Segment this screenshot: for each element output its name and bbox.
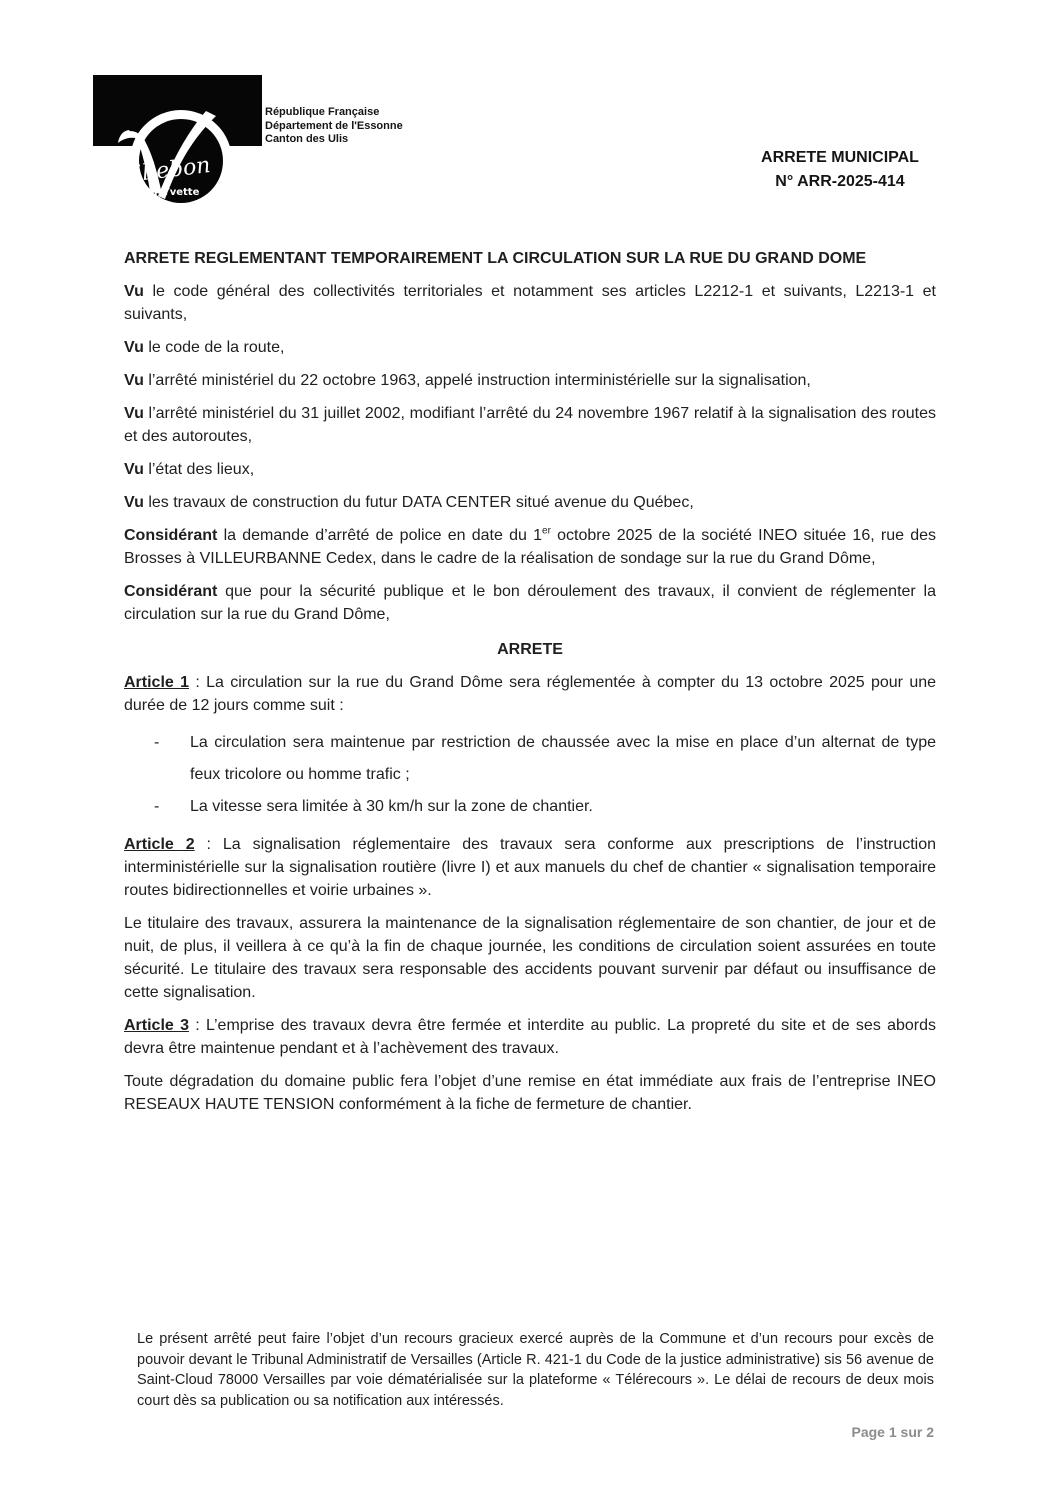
region-block [265, 106, 403, 147]
bullet-dash-icon: - [154, 734, 160, 751]
recital-2-text: le code de la route, [148, 339, 285, 356]
article-2-colon: : [194, 836, 211, 853]
article-1-colon: : [189, 674, 200, 691]
article-1-label: Article 1 [124, 674, 190, 691]
article-3-text: L’emprise des travaux devra être fermée et interdite au public. La propreté du site et de ses abords devra être maintenue pendant et à l’achèvement des travaux. [124, 1017, 937, 1057]
considerant-1-lead: Considérant [124, 527, 218, 544]
decree-title: ARRETE MUNICIPAL [761, 149, 919, 166]
list-item-1 [154, 727, 936, 791]
article-3-colon: : [188, 1017, 200, 1034]
considerant-2 [124, 580, 936, 626]
page-number: Page 1 sur 2 [851, 1424, 934, 1440]
recital-6-text: les travaux de construction du futur DATA CENTER situé avenue du Québec, [148, 494, 694, 511]
villebon-logo [93, 75, 262, 217]
document-heading: ARRETE REGLEMENTANT TEMPORAIREMENT LA CIRCULATION SUR LA RUE DU GRAND DOME [124, 250, 867, 267]
article-2-text: La signalisation réglementaire des travaux sera conforme aux prescriptions de l’instruction interministérielle sur la signalisation routière (livre I) et aux manuels du chef de chantier « signalisation temporaire routes bidirectionnelles et voirie urbaines ». [124, 836, 937, 899]
recital-6-lead: Vu [124, 494, 144, 511]
considerant-1 [124, 524, 936, 570]
arrete-heading: ARRETE [497, 641, 563, 658]
recital-3 [124, 369, 936, 392]
recital-1-lead: Vu [124, 283, 144, 300]
article-3-label: Article 3 [124, 1017, 189, 1034]
recital-4-lead: Vu [124, 405, 144, 422]
recital-3-lead: Vu [124, 372, 144, 389]
recital-1 [124, 280, 936, 326]
logo-sub-text: sur Yvette [141, 187, 200, 198]
bullet-list [154, 727, 936, 823]
considerant-1-superscript: er [542, 525, 551, 537]
region-line-republique: République Française [265, 106, 380, 118]
recital-1-text: le code général des collectivités territoriales et notamment ses articles L2212-1 et suivants, L2213-1 et suivants, [124, 283, 936, 323]
recital-6 [124, 491, 936, 514]
document-body [124, 247, 936, 1126]
paragraph-degradation: Toute dégradation du domaine public fera l’objet d’une remise en état immédiate aux frais de l’entreprise INEO RESEAUX HAUTE TENSION conformément à la fiche de fermeture de chantier. [124, 1073, 936, 1113]
article-1 [124, 671, 936, 717]
list-item-2 [154, 791, 936, 823]
decree-header [690, 146, 990, 194]
recital-4 [124, 402, 936, 448]
list-item-2-text: La vitesse sera limitée à 30 km/h sur la zone de chantier. [190, 798, 593, 815]
paragraph-titulaire: Le titulaire des travaux, assurera la maintenance de la signalisation réglementaire de son chantier, de jour et de nuit, de plus, il veillera à ce qu’à la fin de chaque journée, les conditions de circulation soient assurées en toute sécurité. Le titulaire des travaux sera responsable des accidents pouvant survenir par défaut ou insuffisance de cette signalisation. [124, 915, 936, 1001]
considerant-2-lead: Considérant [124, 583, 218, 600]
article-3 [124, 1014, 936, 1060]
recital-5 [124, 458, 936, 481]
legal-notice: Le présent arrêté peut faire l’objet d’un recours gracieux exercé auprès de la Commune et d’un recours pour excès de pouvoir devant le Tribunal Administratif de Versailles (Article R. 421-1 du Code de la justice administrative) sis 56 avenue de Saint-Cloud 78000 Versailles par voie dématérialisée sur la plateforme « Télérecours ». Le délai de recours de deux mois court dès sa publication ou sa notification aux intéressés. [137, 1331, 934, 1409]
region-line-departement: Département de l'Essonne [265, 119, 403, 132]
recital-2 [124, 336, 936, 359]
recital-3-text: l’arrêté ministériel du 22 octobre 1963, appelé instruction interministérielle sur la signalisation, [148, 372, 811, 389]
recital-5-text: l’état des lieux, [148, 461, 255, 478]
article-2 [124, 833, 936, 902]
region-line-canton: Canton des Ulis [265, 133, 349, 145]
article-2-label: Article 2 [124, 836, 195, 853]
considerant-2-text: que pour la sécurité publique et le bon déroulement des travaux, il convient de réglementer la circulation sur la rue du Grand Dôme, [124, 583, 936, 623]
list-item-1-text: La circulation sera maintenue par restriction de chaussée avec la mise en place d’un alternat de type feux tricolore ou homme trafic ; [190, 734, 936, 783]
considerant-1-text-after: octobre 2025 de la société INEO située 16, rue des Brosses à VILLEURBANNE Cedex, dans le cadre de la réalisation de sondage sur la rue du Grand Dôme, [124, 527, 937, 567]
considerant-1-text: la demande d’arrêté de police en date du 1 [223, 527, 543, 544]
article-1-text: La circulation sur la rue du Grand Dôme sera réglementée à compter du 13 octobre 2025 pour une durée de 12 jours comme suit : [124, 674, 937, 714]
logo-script-text: illebon [133, 152, 212, 187]
recital-5-lead: Vu [124, 461, 144, 478]
recital-2-lead: Vu [124, 339, 144, 356]
decree-number: N° ARR-2025-414 [775, 173, 905, 190]
recital-4-text: l’arrêté ministériel du 31 juillet 2002, modifiant l’arrêté du 24 novembre 1967 relatif à la signalisation des routes et des autoroutes, [124, 405, 937, 445]
bullet-dash-icon: - [154, 798, 160, 815]
